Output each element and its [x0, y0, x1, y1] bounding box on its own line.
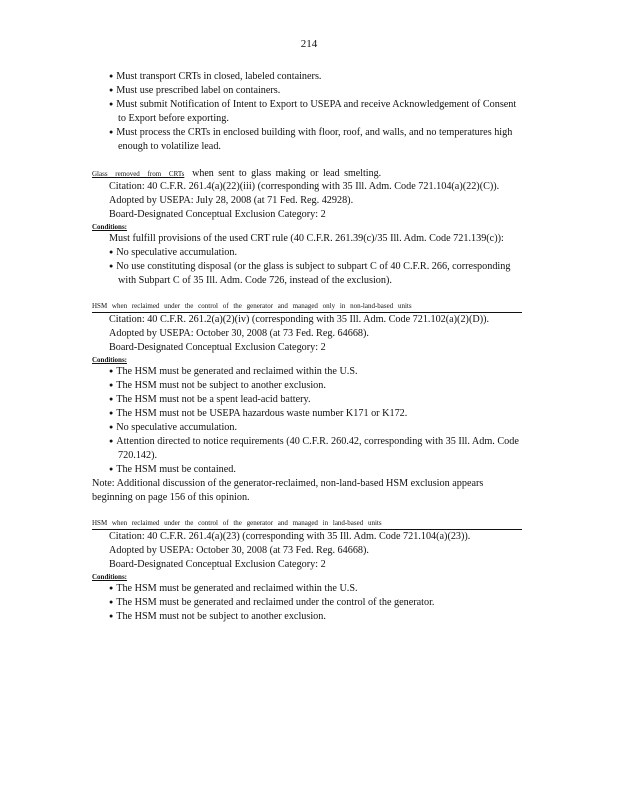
glass-adopted: Adopted by USEPA: July 28, 2008 (at 71 Fed. Reg. 42928).: [109, 195, 354, 206]
hsm-non-land-adopted: Adopted by USEPA: October 30, 2008 (at 73 Fed. Reg. 64668).: [109, 328, 369, 339]
list-item: ● The HSM must be generated and reclaimed under the control of the generator.: [92, 596, 522, 610]
hsm-non-land-note: Note: Additional discussion of the generator-reclaimed, non-land-based HSM exclusion appears beginning on page 156 of this opinion.: [92, 478, 484, 503]
list-item: ● Must use prescribed label on containers.: [92, 84, 522, 98]
page-number: 214: [300, 38, 318, 50]
list-item: ● The HSM must not be a spent lead-acid battery.: [92, 393, 522, 407]
glass-citation: Citation: 40 C.F.R. 261.4(a)(22)(iii) (corresponding with 35 Ill. Adm. Code 721.104(a)(22)(C)).: [109, 181, 500, 192]
hsm-land-adopted: Adopted by USEPA: October 30, 2008 (at 73 Fed. Reg. 64668).: [109, 545, 369, 556]
hsm-non-land-category: Board-Designated Conceptual Exclusion Category: 2: [109, 342, 326, 353]
list-item: ● Attention directed to notice requirements (40 C.F.R. 260.42, corresponding with 35 Ill. Adm. Code 720.142).: [92, 435, 522, 463]
list-item: ● No speculative accumulation.: [92, 246, 522, 260]
document-body: [92, 70, 522, 624]
list-item: ● The HSM must be contained.: [92, 463, 522, 477]
list-item: ● The HSM must not be subject to another exclusion.: [92, 379, 522, 393]
list-item: ● The HSM must not be subject to another exclusion.: [92, 610, 522, 624]
list-item: ● The HSM must be generated and reclaimed within the U.S.: [92, 365, 522, 379]
glass-category: Board-Designated Conceptual Exclusion Category: 2: [109, 209, 326, 220]
list-item: ● The HSM must be generated and reclaimed within the U.S.: [92, 582, 522, 596]
hsm-land-category: Board-Designated Conceptual Exclusion Category: 2: [109, 559, 326, 570]
glass-heading-rest: when sent to glass making or lead smelting.: [192, 168, 382, 179]
hsm-non-land-conditions-list: [92, 365, 522, 477]
hsm-land-conditions-list: [92, 582, 522, 624]
glass-heading-small: Glass removed from CRTs: [92, 170, 185, 178]
hsm-land-conditions-label: Conditions:: [92, 573, 128, 581]
hsm-non-land-conditions-label: Conditions:: [92, 356, 128, 364]
hsm-land-section: [92, 519, 522, 624]
hsm-non-land-heading: HSM when reclaimed under the control of the generator and managed only in non-land-based units: [92, 302, 522, 313]
list-item: ● No use constituting disposal (or the glass is subject to subpart C of 40 C.F.R. 266, corresponding with Subpart C of 35 Ill. Adm. Code 726, instead of the exclusion).: [92, 260, 522, 288]
list-item: ● The HSM must not be USEPA hazardous waste number K171 or K172.: [92, 407, 522, 421]
glass-conditions-intro: Must fulfill provisions of the used CRT rule (40 C.F.R. 261.39(c)/35 Ill. Adm. Code 721.139(c)):: [109, 233, 504, 244]
list-item: ● Must transport CRTs in closed, labeled containers.: [92, 70, 522, 84]
list-item: ● Must process the CRTs in enclosed building with floor, roof, and walls, and no temperatures high enough to volatilize lead.: [92, 126, 522, 154]
list-item: ● No speculative accumulation.: [92, 421, 522, 435]
hsm-land-citation: Citation: 40 C.F.R. 261.4(a)(23) (corresponding with 35 Ill. Adm. Code 721.104(a)(23)).: [109, 531, 471, 542]
glass-heading: [92, 168, 522, 180]
hsm-non-land-section: [92, 302, 522, 505]
glass-conditions-label: Conditions:: [92, 223, 128, 231]
list-item: ● Must submit Notification of Intent to Export to USEPA and receive Acknowledgement of Consent to Export before exporting.: [92, 98, 522, 126]
hsm-non-land-citation: Citation: 40 C.F.R. 261.2(a)(2)(iv) (corresponding with 35 Ill. Adm. Code 721.102(a)(2)(D)).: [109, 314, 490, 325]
glass-conditions-list: [92, 246, 522, 288]
glass-exclusion-section: [92, 168, 522, 288]
hsm-land-heading: HSM when reclaimed under the control of the generator and managed in land-based units: [92, 519, 522, 530]
intro-bullet-list: [92, 70, 522, 154]
